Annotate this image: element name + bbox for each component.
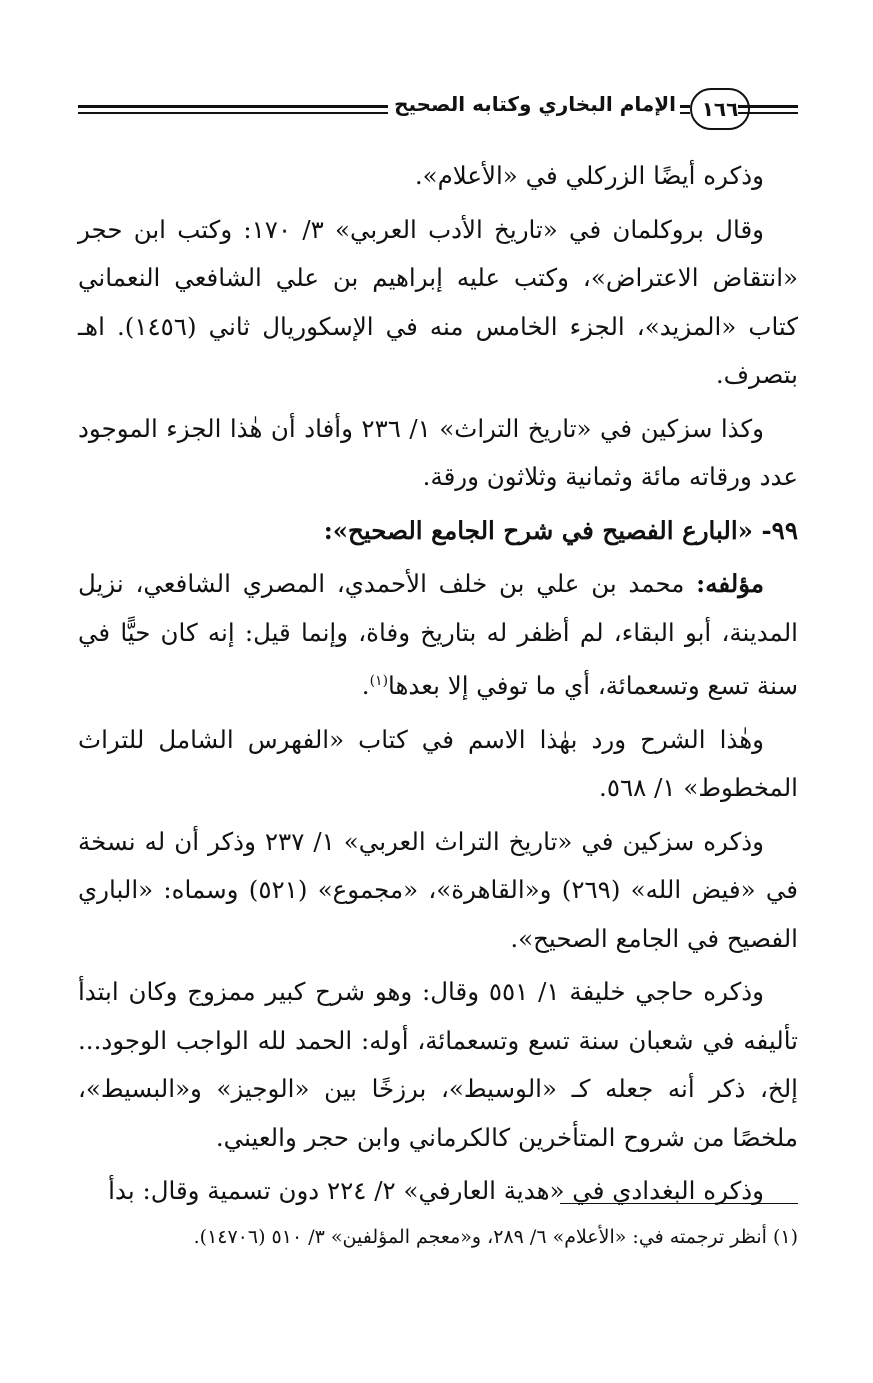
page-number: ١٦٦ <box>690 88 750 130</box>
running-title: الإمام البخاري وكتابه الصحيح <box>394 92 676 116</box>
paragraph: وذكره أيضًا الزركلي في «الأعلام». <box>414 161 764 190</box>
header-rule-middle <box>680 105 690 114</box>
main-text <box>78 152 798 1221</box>
paragraph: وذكره البغدادي في «هدية العارفي» ٢/ ٢٢٤ دون تسمية وقال: بدأ <box>108 1176 764 1206</box>
author-text: محمد بن علي بن خلف الأحمدي، المصري الشافعي، نزيل المدينة، أبو البقاء، لم أظفر له بتاريخ وفاة، وإنما قيل: إنه كان حيًّا في سنة تسع وتسعمائة، أي ما توفي إلا بعدها <box>78 569 798 701</box>
footnote <box>78 1222 798 1252</box>
footnote-reference[interactable]: (١) <box>369 673 389 689</box>
header-rule-right <box>738 105 798 114</box>
page-header <box>78 88 798 136</box>
paragraph: وكذا سزكين في «تاريخ التراث» ١/ ٢٣٦ وأفاد أن هٰذا الجزء الموجود عدد ورقاته مائة وثمانية وثلاثون ورقة. <box>78 413 798 491</box>
paragraph: وقال بروكلمان في «تاريخ الأدب العربي» ٣/ ١٧٠: وكتب ابن حجر «انتقاض الاعتراض»، وكتب عليه إبراهيم بن علي الشافعي النعماني كتاب «المزيد»، الجزء الخامس منه في الإسكوريال ثاني (١٤٥٦). اهـ بتصرف. <box>78 214 798 389</box>
header-rule-left <box>78 105 388 114</box>
footnote-marker: (١) <box>772 1226 798 1248</box>
paragraph: وهٰذا الشرح ورد بهٰذا الاسم في كتاب «الفهرس الشامل للتراث المخطوط» ١/ ٥٦٨. <box>78 724 798 803</box>
paragraph <box>78 560 798 711</box>
footnote-text: أنظر ترجمته في: «الأعلام» ٦/ ٢٨٩، و«معجم المؤلفين» ٣/ ٥١٠ (١٤٧٠٦). <box>193 1226 767 1248</box>
paragraph: وذكره حاجي خليفة ١/ ٥٥١ وقال: وهو شرح كبير ممزوج وكان ابتدأ تأليفه في شعبان سنة تسع وتسعمائة، أوله: الحمد لله الواجب الوجود... إلخ، ذكر أنه جعله كـ «الوسيط»، برزخًا بين «الوجيز» و«البسيط»، ملخصًا من شروح المتأخرين كالكرماني وابن حجر والعيني. <box>78 977 798 1152</box>
author-text-end: . <box>361 671 370 701</box>
entry-heading: ٩٩- «البارع الفصيح في شرح الجامع الصحيح»: <box>323 515 798 545</box>
footnote-separator <box>560 1203 798 1204</box>
author-label: مؤلفه: <box>696 569 764 598</box>
paragraph: وذكره سزكين في «تاريخ التراث العربي» ١/ ٢٣٧ وذكر أن له نسخة في «فيض الله» (٢٦٩) و«القاهرة»، «مجموع» (٥٢١) وسماه: «الباري الفصيح في الجامع الصحيح». <box>78 826 799 953</box>
